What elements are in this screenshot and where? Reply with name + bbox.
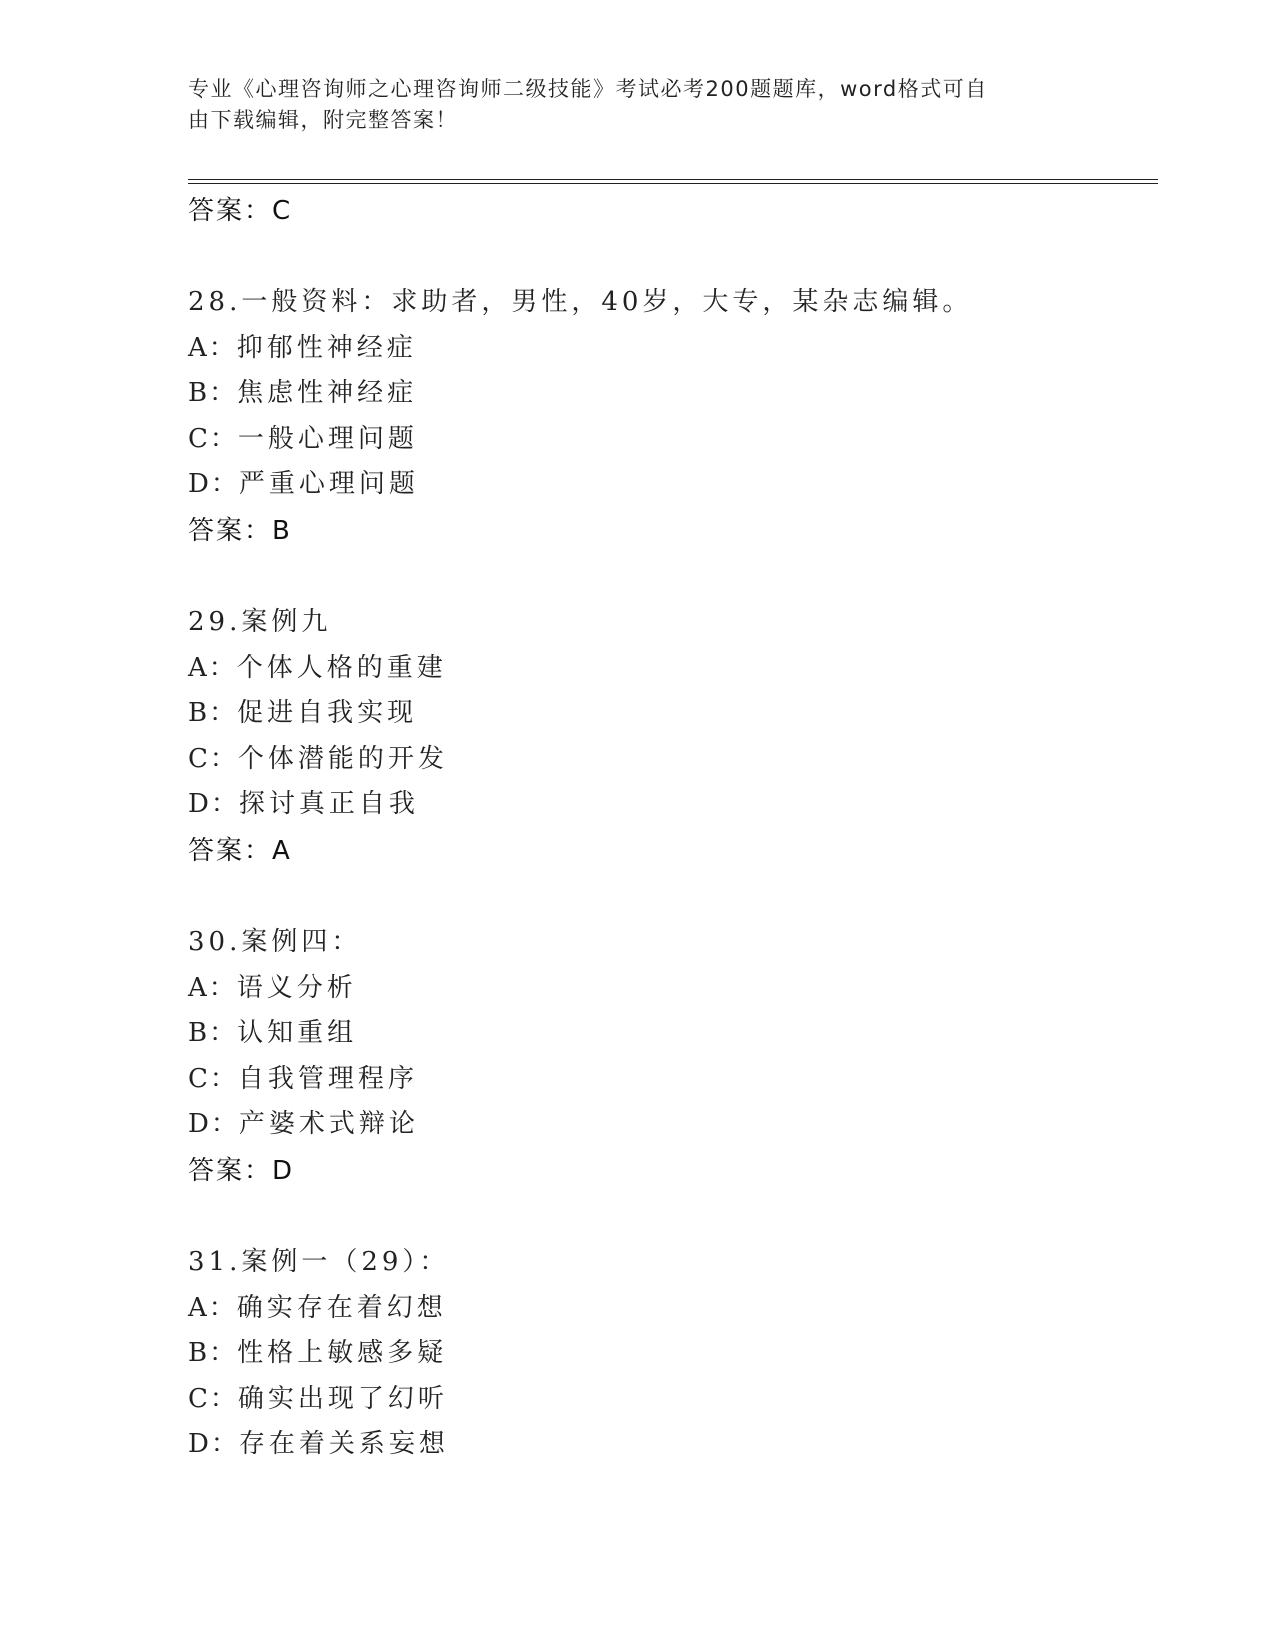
option-text: 个体人格的重建 — [236, 652, 447, 683]
answer-line — [188, 828, 1148, 874]
option-a — [188, 1286, 1148, 1332]
option-c — [188, 1057, 1148, 1103]
header-line-1: 专业《心理咨询师之心理咨询师二级技能》考试必考200题题库，word格式可自 — [188, 77, 988, 101]
option-b — [188, 1011, 1148, 1057]
option-text: 确实存在着幻想 — [236, 1292, 447, 1323]
question-list — [188, 188, 1148, 1468]
question-block — [188, 920, 1148, 1194]
option-text: 严重心理问题 — [238, 469, 419, 500]
option-text: 存在着关系妄想 — [238, 1429, 449, 1460]
option-letter: B： — [188, 378, 238, 409]
document-header — [188, 74, 1068, 136]
option-a — [188, 646, 1148, 692]
answer-label: 答案： — [188, 196, 273, 226]
option-letter: C： — [188, 743, 238, 774]
option-text: 性格上敏感多疑 — [237, 1338, 448, 1369]
option-text: 抑郁性神经症 — [236, 332, 417, 363]
option-text: 个体潜能的开发 — [237, 743, 448, 774]
header-rule-bottom — [188, 183, 1158, 184]
question-stem: 31.案例一（29）： — [188, 1246, 450, 1277]
option-text: 认知重组 — [237, 1018, 358, 1049]
option-letter: B： — [188, 1338, 238, 1369]
option-letter: A： — [188, 972, 237, 1003]
question-stem: 28.一般资料：求助者，男性，40岁，大专，某杂志编辑。 — [188, 287, 973, 317]
spacer — [188, 874, 1148, 920]
option-letter: A： — [188, 332, 237, 363]
answer-line — [188, 508, 1148, 554]
answer-label: 答案： — [188, 1155, 273, 1186]
option-c — [188, 737, 1148, 783]
option-b — [188, 691, 1148, 737]
option-letter: C： — [188, 1063, 238, 1094]
answer-value: D — [272, 1155, 295, 1186]
answer-label: 答案： — [188, 835, 273, 866]
header-rule-top — [188, 179, 1158, 180]
option-b — [188, 1331, 1148, 1377]
option-d — [188, 1102, 1148, 1148]
option-d — [188, 1422, 1148, 1468]
answer-line — [188, 1148, 1148, 1194]
option-d — [188, 462, 1148, 508]
header-line-2: 由下载编辑，附完整答案！ — [188, 108, 458, 132]
option-a — [188, 326, 1148, 372]
option-text: 语义分析 — [236, 972, 357, 1003]
option-text: 一般心理问题 — [237, 423, 418, 454]
option-letter: D： — [188, 1109, 239, 1140]
option-letter: B： — [188, 1018, 238, 1049]
option-text: 自我管理程序 — [237, 1063, 418, 1094]
spacer — [188, 1194, 1148, 1240]
spacer — [188, 554, 1148, 600]
question-block — [188, 280, 1148, 554]
option-b — [188, 371, 1148, 417]
question-stem: 30.案例四： — [188, 926, 362, 957]
option-letter: C： — [188, 423, 238, 454]
answer-value: A — [272, 835, 292, 866]
option-letter: D： — [188, 1429, 239, 1460]
option-letter: D： — [188, 789, 239, 820]
option-letter: A： — [188, 1292, 237, 1323]
answer-value: B — [272, 515, 292, 546]
question-block — [188, 600, 1148, 874]
answer-value: C — [272, 196, 293, 226]
option-letter: B： — [188, 698, 238, 729]
option-d — [188, 782, 1148, 828]
question-block — [188, 1240, 1148, 1468]
option-text: 确实出现了幻听 — [237, 1383, 448, 1414]
option-a — [188, 966, 1148, 1012]
option-c — [188, 417, 1148, 463]
option-text: 促进自我实现 — [237, 698, 418, 729]
answer-label: 答案： — [188, 515, 273, 546]
option-letter: C： — [188, 1383, 238, 1414]
answer-line — [188, 188, 1148, 234]
question-stem: 29.案例九 — [188, 606, 332, 637]
option-letter: D： — [188, 469, 239, 500]
spacer — [188, 234, 1148, 280]
option-text: 探讨真正自我 — [238, 789, 419, 820]
option-text: 产婆术式辩论 — [238, 1109, 419, 1140]
option-letter: A： — [188, 652, 237, 683]
option-c — [188, 1377, 1148, 1423]
option-text: 焦虑性神经症 — [237, 378, 418, 409]
